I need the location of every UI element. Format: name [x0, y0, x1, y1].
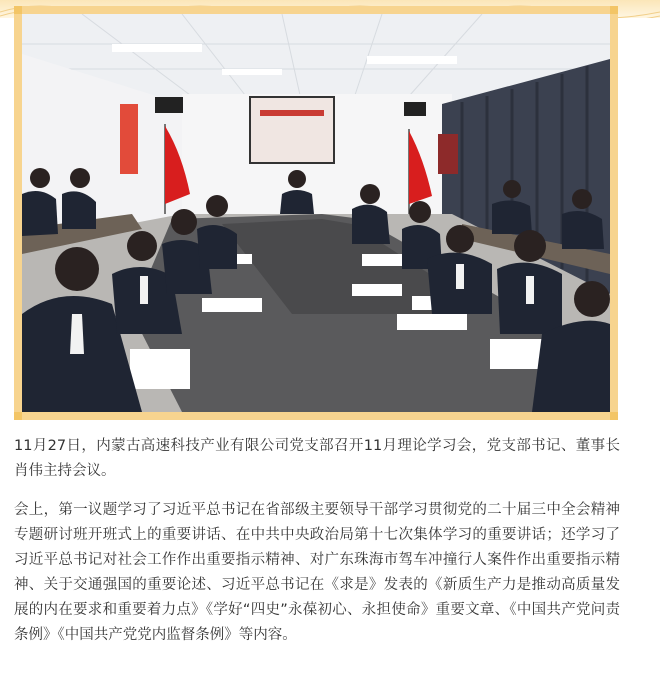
article-paragraph: 11月27日，内蒙古高速科技产业有限公司党支部召开11月理论学习会，党支部书记、董事长肖伟主持会议。	[14, 438, 620, 479]
meeting-room-illustration	[22, 14, 610, 412]
article-paragraph: 会上，第一议题学习了习近平总书记在省部级主要领导干部学习贯彻党的二十届三中全会精神专题研讨班开班式上的重要讲话、在中共中央政治局第十七次集体学习的重要讲话；还学习了习近平总书记对社会工作作出重要指示精神、对广东珠海市驾车冲撞行人案件作出重要指示精神、关于交通强国的重要论述、习近平总书记在《求是》发表的《新质生产力是推动高质量发展的内在要求和重要着力点》《学好“四史”永葆初心、永担使命》重要文章、《中国共产党问责条例》《中国共产党党内监督条例》等内容。	[14, 502, 620, 643]
article-body	[14, 434, 620, 662]
meeting-photo	[22, 14, 610, 412]
frame-corner	[14, 412, 22, 420]
frame-corner	[14, 6, 22, 14]
frame-corner	[610, 412, 618, 420]
frame-corner	[610, 6, 618, 14]
